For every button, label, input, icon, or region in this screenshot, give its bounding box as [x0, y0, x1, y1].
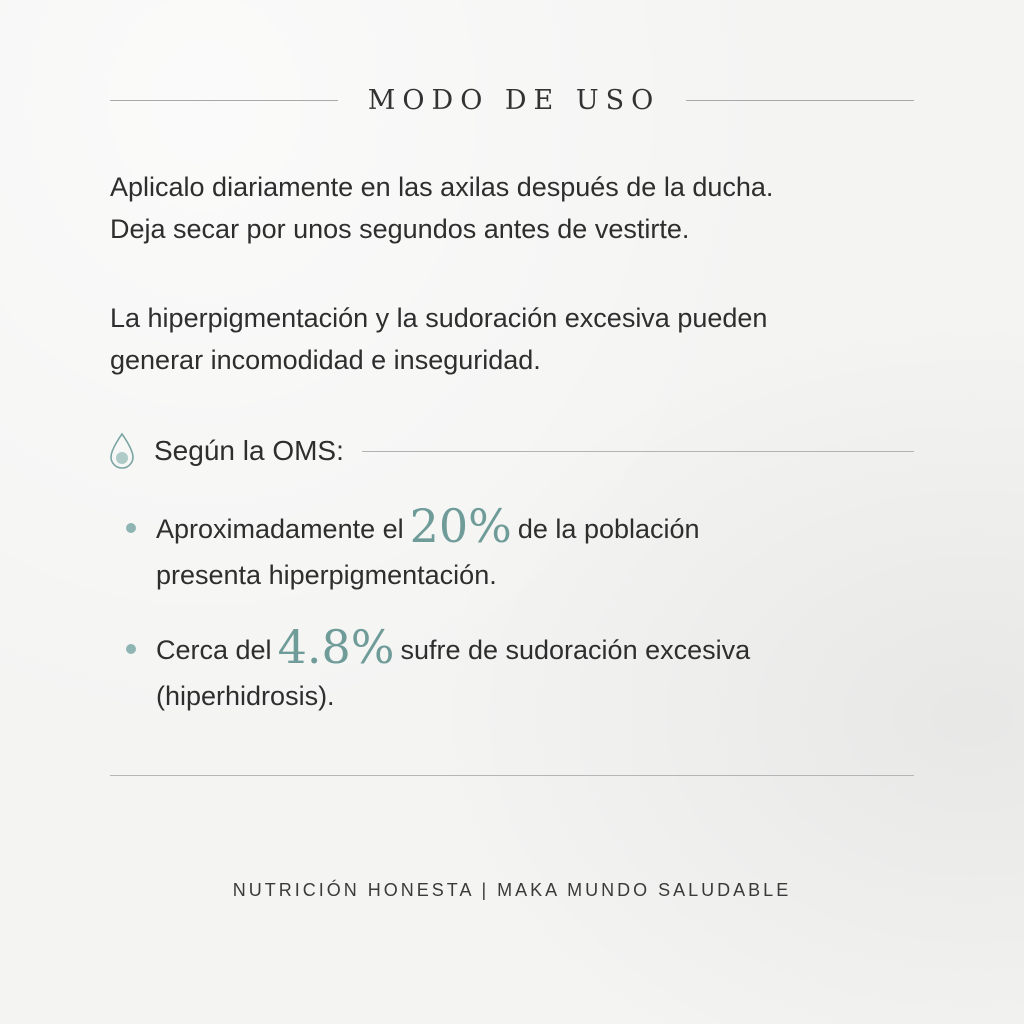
section-header — [110, 78, 914, 122]
bullet-line-2: presenta hiperpigmentación. — [156, 560, 497, 590]
water-drop-icon — [108, 431, 136, 471]
list-item — [126, 499, 906, 598]
oms-heading — [108, 428, 914, 474]
usage-line-1: Aplicalo diariamente en las axilas después de la ducha. — [110, 172, 774, 202]
bullet-dot — [126, 523, 136, 533]
page-title: MODO DE USO — [367, 84, 661, 116]
stat-value: 20% — [409, 499, 512, 553]
info-paragraph — [110, 297, 920, 381]
info-line-2: generar incomodidad e inseguridad. — [110, 345, 541, 375]
bullet-post: de la población — [517, 514, 700, 544]
header-rule-left — [110, 100, 338, 101]
bullet-post: sufre de sudoración excesiva — [400, 635, 751, 665]
footer-brand: NUTRICIÓN HONESTA | MAKA MUNDO SALUDABLE — [232, 880, 792, 900]
bullet-pre: Aproximadamente el — [156, 514, 404, 544]
info-line-1: La hiperpigmentación y la sudoración excesiva pueden — [110, 303, 768, 333]
usage-line-2: Deja secar por unos segundos antes de vestirte. — [110, 214, 690, 244]
oms-rule — [362, 451, 914, 452]
stat-value: 4.8% — [277, 620, 395, 674]
header-rule-right — [686, 100, 914, 101]
usage-paragraph — [110, 166, 920, 250]
list-item — [126, 620, 906, 719]
bullet-dot — [126, 644, 136, 654]
bullet-pre: Cerca del — [156, 635, 272, 665]
bottom-divider — [110, 775, 914, 776]
bullet-line-2: (hiperhidrosis). — [156, 681, 335, 711]
oms-label: Según la OMS: — [154, 435, 344, 466]
